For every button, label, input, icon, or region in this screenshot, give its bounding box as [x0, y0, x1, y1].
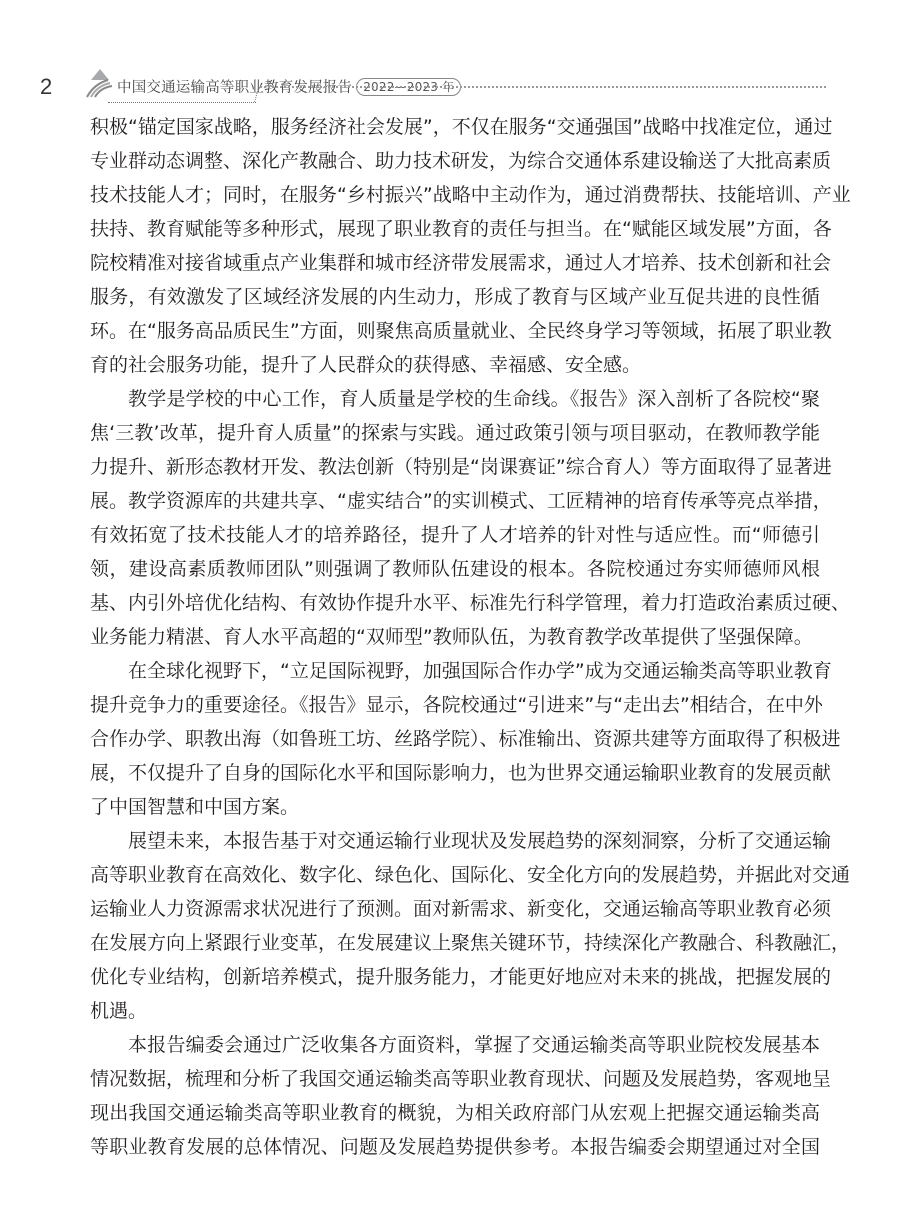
text-line: 专业群动态调整、深化产教融合、助力技术研发，为综合交通体系建设输送了大批高素质 — [90, 150, 832, 172]
paragraph — [90, 110, 851, 382]
header-underline — [108, 102, 256, 103]
text-line: 在全球化视野下，“立足国际视野，加强国际合作办学”成为交通运输类高等职业教育 — [128, 660, 832, 682]
paragraph — [90, 1028, 832, 1164]
text-line: 领，建设高素质教师团队”则强调了教师队伍建设的根本。各院校通过夯实师德师风根 — [90, 558, 820, 580]
paragraph — [90, 382, 851, 654]
page-number: 2 — [40, 74, 53, 99]
text-line: 焦‘三教’改革，提升育人质量”的探索与实践。通过政策引领与项目驱动，在教师教学能 — [90, 422, 820, 444]
text-line: 业务能力精湛、育人水平高超的“双师型”教师队伍，为教育教学改革提供了坚强保障。 — [90, 626, 813, 648]
paragraph — [90, 654, 841, 824]
text-line: 机遇。 — [90, 1000, 148, 1022]
text-line: 运输业人力资源需求状况进行了预测。面对新需求、新变化，交通运输高等职业教育必须 — [90, 898, 832, 920]
text-line: 服务，有效激发了区域经济发展的内生动力，形成了教育与区域产业互促共进的良性循 — [90, 286, 820, 308]
text-line: 积极“锚定国家战略，服务经济社会发展”，不仅在服务“交通强国”战略中找准定位，通过 — [90, 116, 833, 138]
text-line: 扶持、教育赋能等多种形式，展现了职业教育的责任与担当。在“赋能区域发展”方面，各 — [90, 218, 832, 240]
paragraph — [90, 824, 851, 1028]
text-line: 高等职业教育在高效化、数字化、绿色化、国际化、安全化方向的发展趋势，并据此对交通 — [90, 864, 851, 886]
text-line: 教学是学校的中心工作，育人质量是学校的生命线。《报告》深入剖析了各院校“聚 — [128, 388, 820, 410]
text-line: 在发展方向上紧跟行业变革，在发展建议上聚焦关键环节，持续深化产教融合、科教融汇， — [90, 932, 851, 954]
text-line: 优化专业结构，创新培养模式，提升服务能力，才能更好地应对未来的挑战，把握发展的 — [90, 966, 832, 988]
body-text — [90, 110, 851, 1164]
text-line: 力提升、新形态教材开发、教法创新（特别是“岗课赛证”综合育人）等方面取得了显著进 — [90, 456, 832, 478]
text-line: 展，不仅提升了自身的国际化水平和国际影响力，也为世界交通运输职业教育的发展贡献 — [90, 762, 832, 784]
text-line: 现出我国交通运输类高等职业教育的概貌，为相关政府部门从宏观上把握交通运输类高 — [90, 1102, 820, 1124]
road-logo-icon — [84, 68, 116, 98]
text-line: 环。在“服务高品质民生”方面，则聚焦高质量就业、全民终身学习等领域，拓展了职业教 — [90, 320, 832, 342]
text-line: 有效拓宽了技术技能人才的培养路径，提升了人才培养的针对性与适应性。而“师德引 — [90, 524, 820, 546]
text-line: 展。教学资源库的共建共享、“虚实结合”的实训模式、工匠精神的培育传承等亮点举措， — [90, 490, 832, 512]
text-line: 技术技能人才；同时，在服务“乡村振兴”战略中主动作为，通过消费帮扶、技能培训、产业 — [90, 184, 851, 206]
text-line: 提升竞争力的重要途径。《报告》显示，各院校通过“引进来”与“走出去”相结合，在中外 — [90, 694, 823, 716]
book-title: 中国交通运输高等职业教育发展报告 — [117, 80, 353, 96]
text-line: 了中国智慧和中国方案。 — [90, 796, 300, 818]
text-line: 合作办学、职教出海（如鲁班工坊、丝路学院）、标准输出、资源共建等方面取得了积极进 — [90, 728, 841, 750]
text-line: 本报告编委会通过广泛收集各方面资料，掌握了交通运输类高等职业院校发展基本 — [128, 1034, 820, 1056]
running-header — [0, 68, 900, 108]
header-dotted-rule — [260, 86, 826, 88]
text-line: 院校精准对接省域重点产业集群和城市经济带发展需求，通过人才培养、技术创新和社会 — [90, 252, 832, 274]
year-badge: 2022—2023 年 — [356, 78, 461, 96]
text-line: 育的社会服务功能，提升了人民群众的获得感、幸福感、安全感。 — [90, 354, 642, 376]
text-line: 情况数据，梳理和分析了我国交通运输类高等职业教育现状、问题及发展趋势，客观地呈 — [90, 1068, 832, 1090]
text-line: 等职业教育发展的总体情况、问题及发展趋势提供参考。本报告编委会期望通过对全国 — [90, 1136, 820, 1158]
text-line: 展望未来，本报告基于对交通运输行业现状及发展趋势的深刻洞察，分析了交通运输 — [128, 830, 832, 852]
text-line: 基、内引外培优化结构、有效协作提升水平、标准先行科学管理，着力打造政治素质过硬、 — [90, 592, 851, 614]
